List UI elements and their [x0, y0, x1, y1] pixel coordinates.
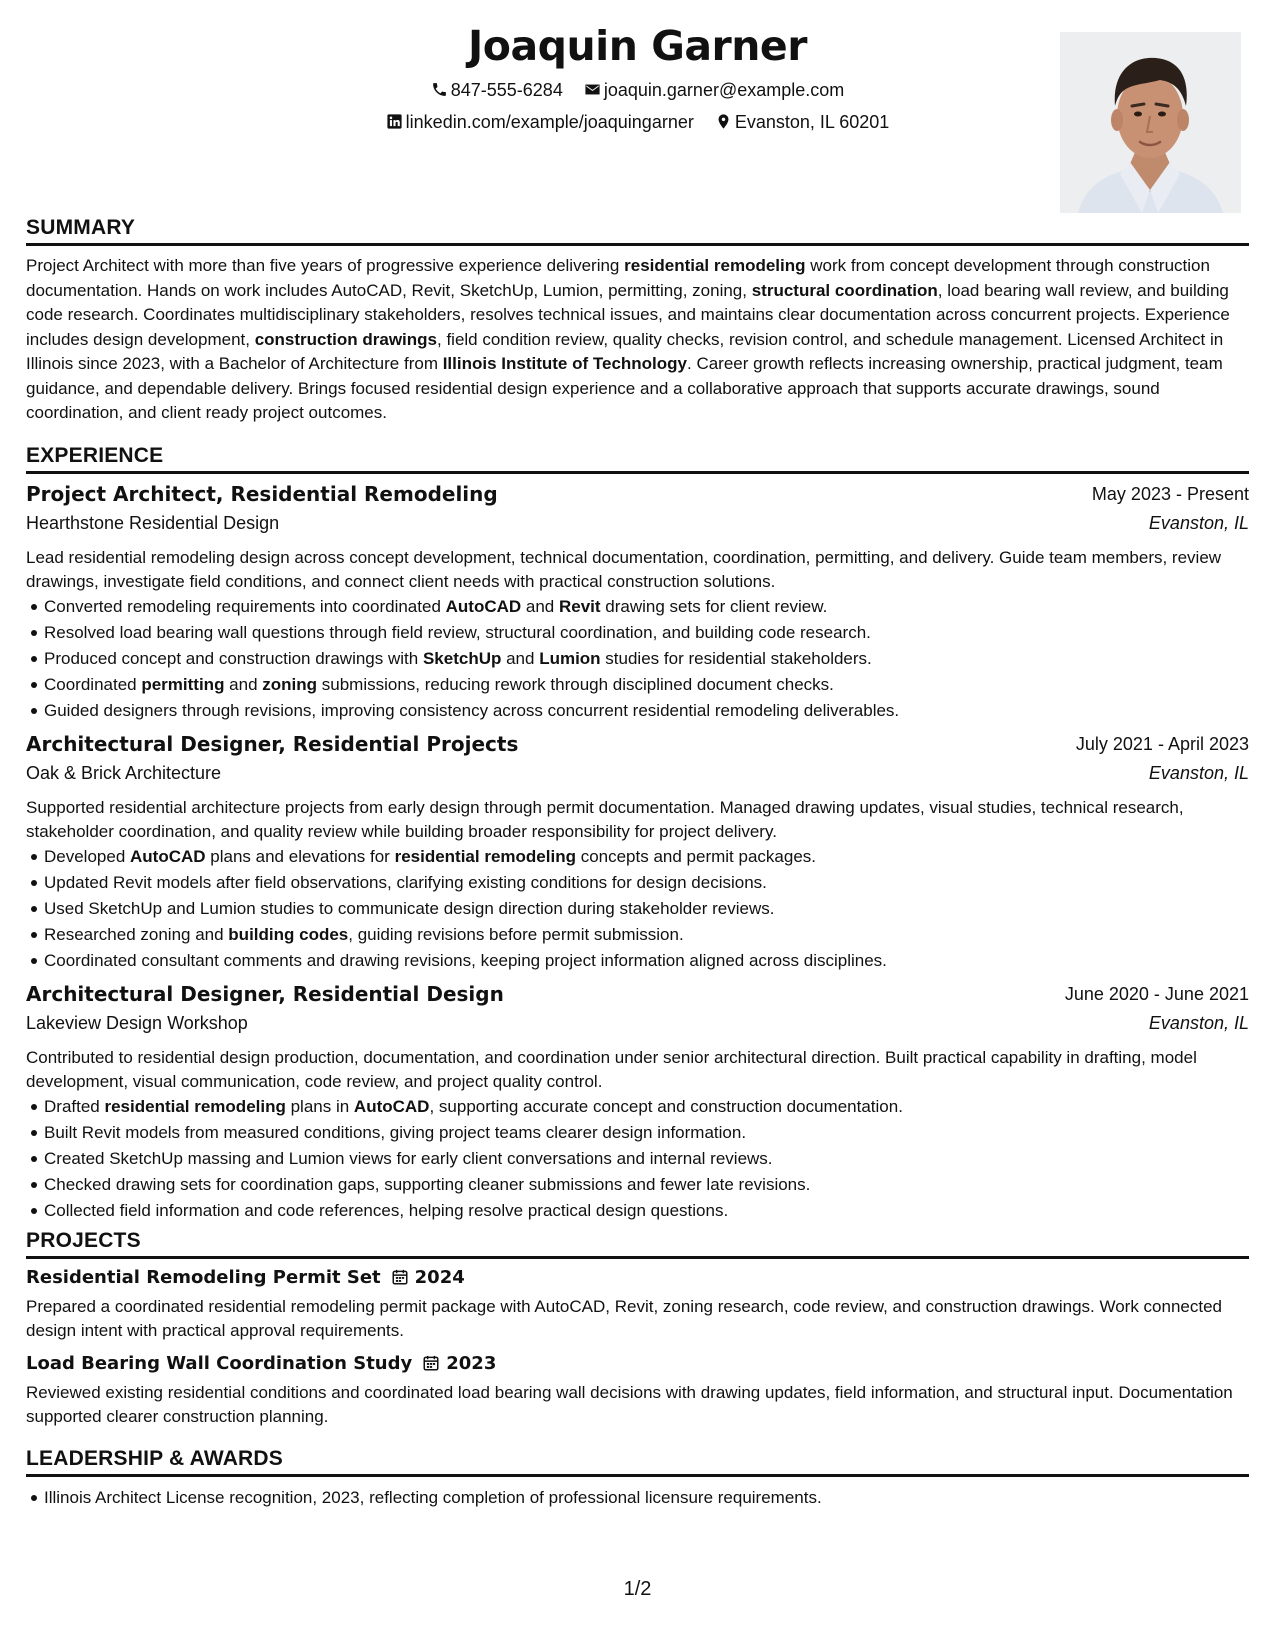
envelope-icon: [584, 81, 601, 98]
job-bullet: Converted remodeling requirements into coordinated AutoCAD and Revit drawing sets for client review.: [44, 594, 1249, 620]
job-list: [26, 482, 1249, 1224]
job-bullet: Collected field information and code references, helping resolve practical design questions.: [44, 1198, 1249, 1224]
experience-heading: EXPERIENCE: [26, 444, 1249, 474]
job-description: Supported residential architecture projects from early design through permit documentation. Managed drawing updates, visual studies, technical research, stakeholder coordination, and quality review while building broader responsibility for project delivery.: [26, 798, 1184, 841]
page-number: 1/2: [623, 1578, 652, 1600]
job-bullet: Researched zoning and building codes, guiding revisions before permit submission.: [44, 922, 1249, 948]
leadership-list: [26, 1485, 1249, 1511]
project-name: Residential Remodeling Permit Set: [26, 1267, 381, 1288]
job-company: Lakeview Design Workshop: [26, 1013, 248, 1033]
candidate-name: Joaquin Garner: [468, 22, 807, 70]
job-dates: June 2020 - June 2021: [1064, 984, 1249, 1004]
job-bullet: Resolved load bearing wall questions through field review, structural coordination, and building code research.: [44, 620, 1249, 646]
job-bullet: Guided designers through revisions, improving consistency across concurrent residential remodeling deliverables.: [44, 698, 1249, 724]
job-bullet: Produced concept and construction drawings with SketchUp and Lumion studies for residential stakeholders.: [44, 646, 1249, 672]
job-entry: [26, 482, 1249, 724]
job-bullet: Created SketchUp massing and Lumion views for early client conversations and internal reviews.: [44, 1146, 1249, 1172]
job-bullet-list: [26, 844, 1249, 974]
job-subheader: [26, 1013, 1249, 1044]
summary-heading: SUMMARY: [26, 216, 1249, 246]
job-subheader: [26, 513, 1249, 544]
job-title: Project Architect, Residential Remodeling: [26, 482, 498, 506]
job-location: Evanston, IL: [1148, 513, 1249, 533]
location-contact: [715, 112, 889, 133]
job-header: [26, 482, 1249, 513]
linkedin-url: linkedin.com/example/joaquingarner: [405, 112, 694, 132]
phone-number: 847-555-6284: [450, 80, 563, 100]
phone-contact[interactable]: [431, 80, 563, 101]
leadership-section: [26, 1447, 1249, 1511]
job-bullet-list: [26, 594, 1249, 724]
calendar-icon: [422, 1354, 440, 1372]
map-pin-icon: [715, 113, 732, 130]
summary-section: [26, 216, 1249, 426]
projects-heading: PROJECTS: [26, 1229, 1249, 1259]
email-contact[interactable]: [584, 80, 844, 101]
projects-section: [26, 1229, 1249, 1439]
email-address: joaquin.garner@example.com: [603, 80, 845, 100]
job-bullet: Drafted residential remodeling plans in AutoCAD, supporting accurate concept and construction documentation.: [44, 1094, 1249, 1120]
job-entry: [26, 982, 1249, 1224]
job-bullet: Developed AutoCAD plans and elevations for residential remodeling concepts and permit packages.: [44, 844, 1249, 870]
project-header: [26, 1267, 1249, 1295]
linkedin-icon: [386, 113, 403, 130]
job-company: Oak & Brick Architecture: [26, 763, 222, 783]
job-title: Architectural Designer, Residential Design: [26, 982, 504, 1006]
project-description: Prepared a coordinated residential remodeling permit package with AutoCAD, Revit, zoning research, code review, and construction drawings. Work connected design intent with practical approval requirements.: [26, 1297, 1222, 1340]
job-bullet: Built Revit models from measured conditions, giving project teams clearer design information.: [44, 1120, 1249, 1146]
project-year: 2023: [446, 1353, 497, 1374]
job-bullet: Coordinated permitting and zoning submissions, reducing rework through disciplined document checks.: [44, 672, 1249, 698]
project-entry: [26, 1353, 1249, 1429]
experience-section: [26, 444, 1249, 1232]
summary-paragraph: Project Architect with more than five years of progressive experience delivering residential remodeling work from concept development through construction documentation. Hands on work includes AutoCAD, Revit, SketchUp, Lumion, permitting, zoning, structural coordination, load bearing wall review, and building code research. Coordinates multidisciplinary stakeholders, resolves technical issues, and maintains clear documentation across concurrent projects. Experience includes design development, construction drawings, field condition review, quality checks, revision control, and schedule management. Licensed Architect in Illinois since 2023, with a Bachelor of Architecture from Illinois Institute of Technology. Career growth reflects increasing ownership, practical judgment, team guidance, and dependable delivery. Brings focused residential design experience and a collaborative approach that supports accurate drawings, sound coordination, and client ready project outcomes.: [26, 256, 1230, 422]
job-subheader: [26, 763, 1249, 794]
resume-page: [26, 0, 1249, 1650]
linkedin-contact[interactable]: [386, 112, 694, 133]
project-description: Reviewed existing residential conditions and coordinated load bearing wall decisions with drawing updates, field information, and structural input. Documentation supported clearer construction planning.: [26, 1383, 1233, 1426]
portrait-image: [1060, 32, 1241, 213]
resume-header: [26, 0, 1249, 222]
job-bullet-list: [26, 1094, 1249, 1224]
leadership-heading: LEADERSHIP & AWARDS: [26, 1447, 1249, 1477]
job-dates: May 2023 - Present: [1091, 484, 1249, 504]
project-entry: [26, 1267, 1249, 1343]
job-dates: July 2021 - April 2023: [1075, 734, 1249, 754]
project-year: 2024: [414, 1267, 465, 1288]
job-entry: [26, 732, 1249, 974]
job-header: [26, 732, 1249, 763]
calendar-icon: [391, 1268, 409, 1286]
phone-icon: [431, 81, 448, 98]
job-location: Evanston, IL: [1148, 763, 1249, 783]
job-bullet: Updated Revit models after field observations, clarifying existing conditions for design decisions.: [44, 870, 1249, 896]
job-bullet: Coordinated consultant comments and drawing revisions, keeping project information aligned across disciplines.: [44, 948, 1249, 974]
location-text: Evanston, IL 60201: [734, 112, 890, 132]
job-bullet: Used SketchUp and Lumion studies to communicate design direction during stakeholder reviews.: [44, 896, 1249, 922]
job-bullet: Checked drawing sets for coordination gaps, supporting cleaner submissions and fewer late revisions.: [44, 1172, 1249, 1198]
job-company: Hearthstone Residential Design: [26, 513, 280, 533]
job-header: [26, 982, 1249, 1013]
project-list: [26, 1267, 1249, 1429]
job-description: Lead residential remodeling design across concept development, technical documentation, coordination, permitting, and delivery. Guide team members, review drawings, investigate field conditions, and connect client needs with practical construction solutions.: [26, 548, 1222, 591]
project-name: Load Bearing Wall Coordination Study: [26, 1353, 413, 1374]
job-title: Architectural Designer, Residential Projects: [26, 732, 519, 756]
job-location: Evanston, IL: [1148, 1013, 1249, 1033]
job-description: Contributed to residential design production, documentation, and coordination under senior architectural direction. Built practical capability in drafting, model development, visual communication, code review, and project quality control.: [26, 1048, 1197, 1091]
leadership-item: Illinois Architect License recognition, 2023, reflecting completion of professional licensure requirements.: [44, 1485, 1249, 1511]
project-header: [26, 1353, 1249, 1381]
profile-photo: [1060, 32, 1241, 213]
